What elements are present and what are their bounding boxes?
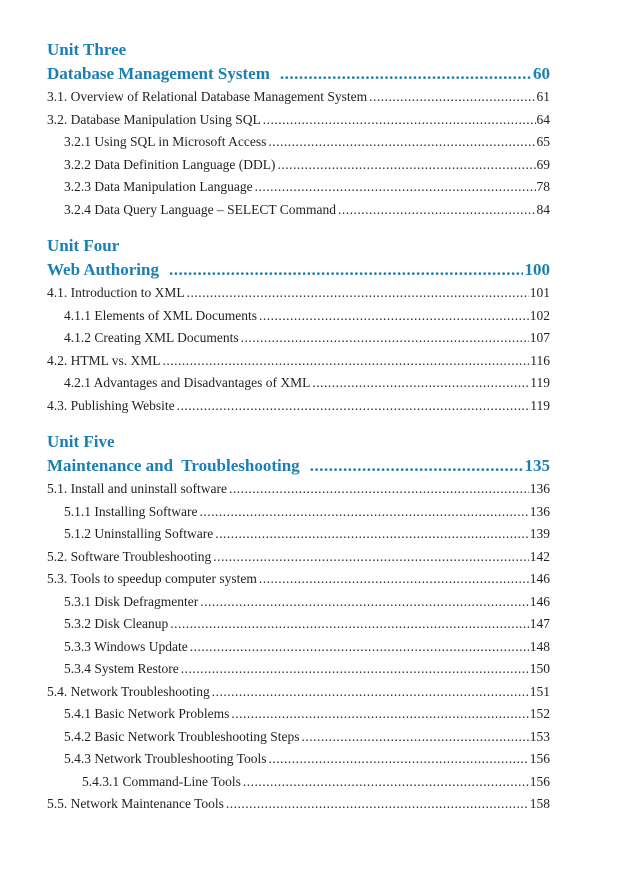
toc-entry-page-number: 146 (529, 593, 550, 609)
toc-entry[interactable] (47, 591, 550, 614)
dot-leader (231, 703, 528, 726)
toc-entry[interactable] (47, 681, 550, 704)
toc-entry-title: 3.2.4 Data Query Language – SELECT Command (64, 201, 336, 217)
dot-leader (226, 793, 529, 816)
dot-leader (268, 748, 528, 771)
toc-entry-page-number: 136 (529, 481, 550, 496)
toc-entry-page-number: 146 (529, 571, 550, 586)
toc-entry-title: 5.5. Network Maintenance Tools (47, 796, 224, 811)
toc-entry[interactable] (47, 327, 550, 350)
unit-title: Database Management System (47, 64, 270, 83)
toc-entry-page-number: 156 (529, 751, 550, 766)
toc-entry[interactable] (47, 154, 550, 177)
toc-entry-title: 5.4. Network Troubleshooting (47, 683, 210, 699)
toc-entry-title: 5.4.1 Basic Network Problems (64, 706, 230, 721)
dot-leader (338, 199, 536, 222)
dot-leader (229, 478, 529, 501)
toc-entry[interactable] (47, 726, 550, 749)
dot-leader (241, 327, 529, 350)
toc-entry-page-number: 107 (529, 330, 550, 345)
toc-entry[interactable] (47, 282, 550, 305)
dot-leader (177, 395, 530, 418)
dot-leader (259, 305, 529, 328)
dot-leader (255, 176, 536, 199)
table-of-contents (47, 38, 550, 829)
toc-entry-title: 3.2. Database Manipulation Using SQL (47, 111, 261, 127)
toc-entry-page-number: 151 (529, 683, 550, 699)
unit-section (47, 234, 550, 417)
toc-entry-title: 4.1.1 Elements of XML Documents (64, 307, 257, 323)
dot-leader (163, 350, 530, 373)
toc-entry[interactable] (47, 86, 550, 109)
unit-label: Unit Five (47, 432, 115, 451)
toc-entry-title: 5.4.3 Network Troubleshooting Tools (64, 751, 267, 766)
toc-entry-page-number: 119 (530, 375, 550, 390)
dot-leader (263, 109, 536, 132)
unit-title: Web Authoring (47, 260, 159, 279)
toc-entry-page-number: 150 (529, 661, 550, 676)
toc-entry[interactable] (47, 636, 550, 659)
toc-entry-page-number: 119 (530, 397, 550, 413)
toc-entry-page-number: 101 (529, 285, 550, 300)
dot-leader (199, 501, 528, 524)
toc-entry-title: 5.2. Software Troubleshooting (47, 548, 212, 564)
toc-entry[interactable] (47, 199, 550, 222)
unit-title-row[interactable] (47, 257, 550, 282)
toc-entry-page-number: 148 (529, 638, 550, 654)
dot-leader (215, 523, 529, 546)
unit-title-row[interactable] (47, 61, 550, 86)
toc-entry-page-number: 61 (536, 89, 550, 104)
dot-leader (190, 636, 529, 659)
dot-leader (310, 453, 523, 478)
unit-page-number: 135 (524, 456, 550, 475)
toc-entry-page-number: 152 (529, 706, 550, 721)
dot-leader (268, 131, 535, 154)
toc-entry-title: 3.2.1 Using SQL in Microsoft Access (64, 134, 267, 149)
toc-entry-title: 5.3.1 Disk Defragmenter (64, 593, 199, 609)
dot-leader (187, 282, 529, 305)
toc-entry-page-number: 147 (529, 616, 550, 631)
toc-entry[interactable] (47, 613, 550, 636)
toc-entry[interactable] (47, 748, 550, 771)
toc-entry-page-number: 142 (529, 548, 550, 564)
toc-entry[interactable] (47, 395, 550, 418)
dot-leader (212, 681, 529, 704)
unit-title: Maintenance and Troubleshooting (47, 456, 300, 475)
toc-entry-title: 4.1. Introduction to XML (47, 285, 185, 300)
dot-leader (181, 658, 529, 681)
toc-entry-title: 5.3.4 System Restore (64, 661, 179, 676)
toc-entry-title: 5.3.2 Disk Cleanup (64, 616, 169, 631)
toc-entry-page-number: 153 (529, 728, 550, 744)
unit-page-number: 100 (524, 260, 550, 279)
toc-entry[interactable] (47, 501, 550, 524)
toc-entry-title: 5.4.2 Basic Network Troubleshooting Steps (64, 728, 300, 744)
unit-label: Unit Three (47, 40, 127, 59)
toc-entry-title: 5.3. Tools to speedup computer system (47, 571, 257, 586)
toc-entry[interactable] (47, 568, 550, 591)
toc-entry[interactable] (47, 771, 550, 794)
dot-leader (170, 613, 529, 636)
toc-entry[interactable] (47, 350, 550, 373)
dot-leader (302, 726, 529, 749)
toc-entry-title: 5.1.2 Uninstalling Software (64, 526, 214, 541)
toc-entry-title: 5.3.3 Windows Update (64, 638, 188, 654)
toc-entry-page-number: 102 (529, 307, 550, 323)
toc-entry[interactable] (47, 658, 550, 681)
dot-leader (213, 546, 528, 569)
toc-entry[interactable] (47, 131, 550, 154)
unit-title-row[interactable] (47, 453, 550, 478)
unit-section (47, 38, 550, 221)
toc-entry-title: 4.1.2 Creating XML Documents (64, 330, 239, 345)
dot-leader (277, 154, 535, 177)
toc-entry[interactable] (47, 305, 550, 328)
toc-entry-page-number: 64 (536, 111, 550, 127)
toc-entry[interactable] (47, 478, 550, 501)
dot-leader (369, 86, 535, 109)
toc-entry[interactable] (47, 793, 550, 816)
toc-entry-title: 4.2.1 Advantages and Disadvantages of XML (64, 375, 311, 390)
toc-entry-page-number: 139 (529, 526, 550, 541)
toc-entry-page-number: 158 (529, 796, 550, 811)
toc-entry-title: 3.2.3 Data Manipulation Language (64, 179, 253, 194)
toc-entry-title: 5.1. Install and uninstall software (47, 481, 227, 496)
unit-label: Unit Four (47, 236, 120, 255)
toc-entry-page-number: 78 (536, 179, 550, 194)
toc-entry[interactable] (47, 546, 550, 569)
dot-leader (243, 771, 529, 794)
unit-section (47, 430, 550, 816)
dot-leader (259, 568, 529, 591)
dot-leader (200, 591, 529, 614)
toc-entry[interactable] (47, 176, 550, 199)
toc-entry-title: 3.1. Overview of Relational Database Management System (47, 89, 368, 104)
toc-entry-page-number: 65 (536, 134, 550, 149)
toc-entry-page-number: 84 (536, 201, 550, 217)
toc-entry-title: 5.4.3.1 Command-Line Tools (82, 773, 241, 789)
toc-entry-title: 3.2.2 Data Definition Language (DDL) (64, 156, 276, 172)
toc-entry-title: 4.3. Publishing Website (47, 397, 175, 413)
toc-entry[interactable] (47, 523, 550, 546)
toc-entry[interactable] (47, 109, 550, 132)
dot-leader (169, 257, 523, 282)
toc-entry-page-number: 136 (529, 503, 550, 519)
toc-entry-page-number: 69 (536, 156, 550, 172)
toc-entry-title: 4.2. HTML vs. XML (47, 352, 161, 368)
toc-entry-title: 5.1.1 Installing Software (64, 503, 198, 519)
toc-entry-page-number: 116 (530, 352, 550, 368)
dot-leader (312, 372, 529, 395)
toc-entry[interactable] (47, 372, 550, 395)
dot-leader (280, 61, 531, 86)
toc-entry-page-number: 156 (529, 773, 550, 789)
toc-entry[interactable] (47, 703, 550, 726)
unit-page-number: 60 (533, 64, 550, 83)
